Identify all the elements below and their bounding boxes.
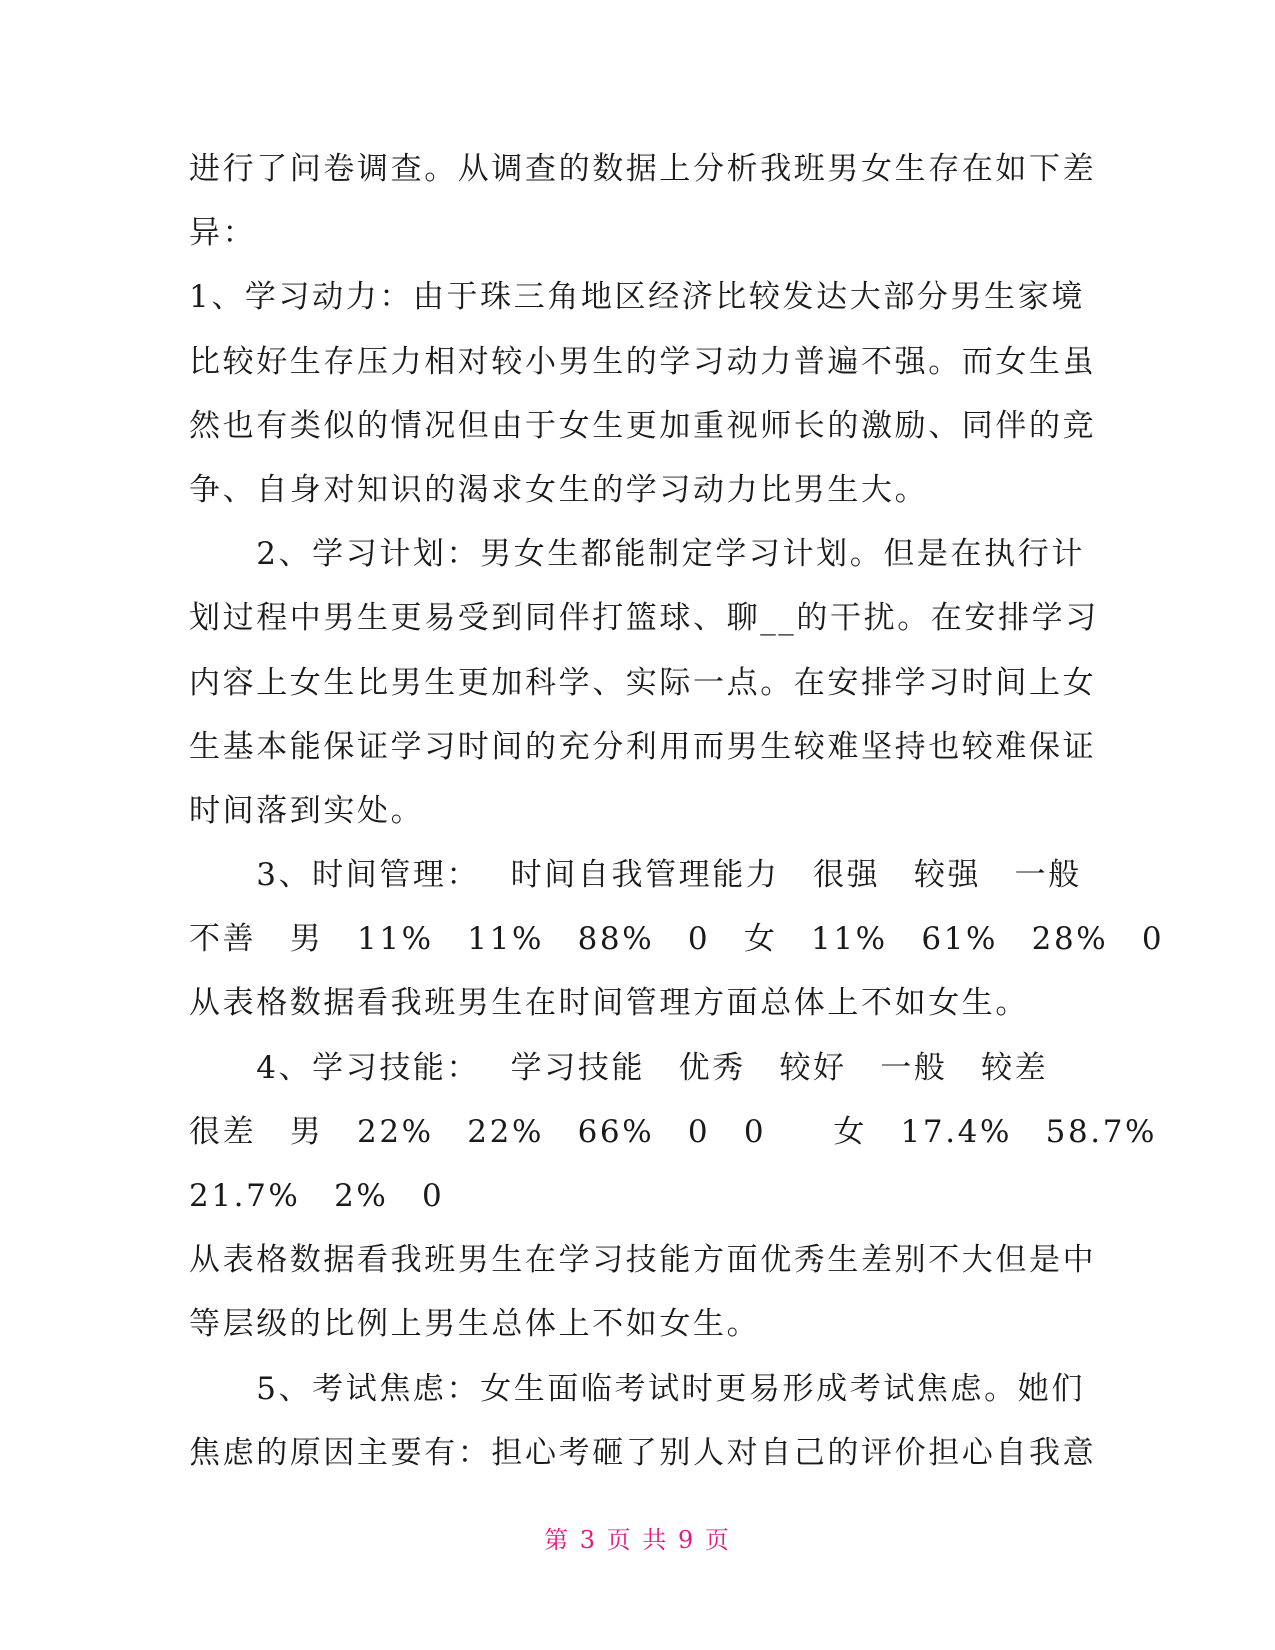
text-line: 内容上女生比男生更加科学、实际一点。在安排学习时间上女 <box>189 664 1097 701</box>
text-line: 时间落到实处。 <box>189 792 425 829</box>
text-line: 4、学习技能： 学习技能 优秀 较好 一般 较差 <box>189 1049 1049 1086</box>
page-number-footer: 第 3 页 共 9 页 <box>544 1526 731 1554</box>
text-line: 21.7% 2% 0 <box>189 1178 445 1214</box>
text-line: 2、学习计划：男女生都能制定学习计划。但是在执行计 <box>189 536 1085 573</box>
text-line: 焦虑的原因主要有：担心考砸了别人对自己的评价担心自我意 <box>189 1434 1097 1471</box>
text-line: 争、自身对知识的渴求女生的学习动力比男生大。 <box>189 471 929 508</box>
text-line: 从表格数据看我班男生在学习技能方面优秀生差别不大但是中 <box>189 1242 1097 1279</box>
body-text <box>189 137 1165 1485</box>
text-line: 从表格数据看我班男生在时间管理方面总体上不如女生。 <box>189 985 1029 1022</box>
text-line: 生基本能保证学习时间的充分利用而男生较难坚持也较难保证 <box>189 728 1097 765</box>
text-line: 异： <box>189 215 257 252</box>
text-line: 比较好生存压力相对较小男生的学习动力普遍不强。而女生虽 <box>189 343 1097 380</box>
text-line: 3、时间管理： 时间自我管理能力 很强 较强 一般 <box>189 857 1082 894</box>
text-line: 划过程中男生更易受到同伴打篮球、聊__的干扰。在安排学习 <box>189 600 1099 637</box>
text-line: 不善 男 11% 11% 88% 0 女 11% 61% 28% 0 <box>189 921 1165 958</box>
text-line: 进行了问卷调查。从调查的数据上分析我班男女生存在如下差 <box>189 151 1097 187</box>
text-line: 1、学习动力：由于珠三角地区经济比较发达大部分男生家境 <box>189 279 1085 316</box>
text-line: 很差 男 22% 22% 66% 0 0 女 17.4% 58.7% <box>189 1113 1158 1150</box>
text-line: 等层级的比例上男生总体上不如女生。 <box>189 1306 761 1343</box>
text-line: 然也有类似的情况但由于女生更加重视师长的激励、同伴的竞 <box>189 407 1097 444</box>
text-line: 5、考试焦虑：女生面临考试时更易形成考试焦虑。她们 <box>189 1370 1085 1407</box>
